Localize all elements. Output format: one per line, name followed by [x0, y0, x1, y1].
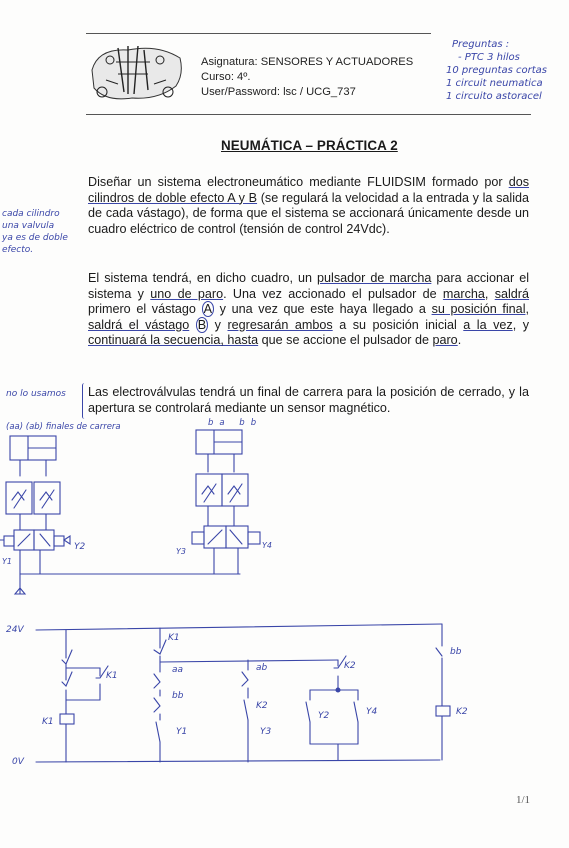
- handnote-line: - PTC 3 hilos: [458, 52, 520, 63]
- label-y1-coil: Y1: [176, 727, 188, 737]
- handnote-line: 10 preguntas cortas: [446, 65, 547, 76]
- circled-letter: A: [203, 302, 212, 317]
- handnote-no-lo-usamos: no lo usamos: [6, 389, 66, 399]
- text-run: . Una vez accionado el pulsador de: [223, 286, 443, 301]
- label-k2-contact: K2: [256, 701, 268, 711]
- label-ab: ab: [256, 663, 268, 673]
- text-run: (se regulará la velocidad a la entrada y la salida de cada vástago), de forma que el sistema se accionará únicamente desde un cuadro eléctrico de control (tensión de control 24Vdc).: [88, 190, 529, 236]
- label-k2-coil: K2: [456, 707, 468, 717]
- handnote-line: cada cilindro: [2, 209, 60, 219]
- label-aa: aa: [172, 665, 184, 675]
- underlined-text: dos cilindros de doble efecto A y B: [88, 175, 529, 205]
- handnote-line: 1 circuit neumatica: [446, 78, 543, 89]
- underlined-text: a la vez: [463, 317, 513, 332]
- underlined-text: saldrá: [494, 286, 530, 301]
- label-k1-coil: K1: [42, 717, 54, 727]
- text-run: ,: [525, 302, 529, 317]
- page-title: NEUMÁTICA – PRÁCTICA 2: [221, 138, 398, 153]
- underlined-text: saldrá el vástago: [88, 317, 190, 332]
- page-number: 1/1: [516, 794, 531, 806]
- text-run: , y: [512, 317, 530, 332]
- text-run: que se accione el pulsador de: [258, 333, 433, 348]
- handnote-ba-bb: ba bb: [208, 418, 263, 428]
- label-k1-contact: K1: [106, 671, 118, 681]
- text-run: ,: [484, 286, 495, 301]
- subject-line: Asignatura: SENSORES Y ACTUADORES: [201, 56, 414, 68]
- text-run: para accionar el sistema y: [88, 271, 530, 301]
- underlined-text: paro: [432, 333, 458, 348]
- text-run: y: [208, 317, 228, 332]
- credentials-line: User/Password: lsc / UCG_737: [201, 86, 356, 98]
- course-line: Curso: 4º.: [201, 71, 251, 83]
- label-k1-col2: K1: [168, 633, 180, 643]
- label-y4-coil: Y4: [366, 707, 378, 717]
- label-y4: Y4: [262, 541, 272, 550]
- handnote-line: 1 circuito astoracel: [446, 91, 542, 102]
- label-y3: Y3: [176, 547, 186, 556]
- underlined-text: continuará la secuencia, hasta: [88, 333, 259, 348]
- label-bb: bb: [172, 691, 184, 701]
- text-run: Las electroválvulas tendrá un final de carrera para la posición de cerrado, y la apertura se controlará mediante un sensor magnético.: [88, 385, 529, 415]
- text-run: primero el vástago: [88, 302, 202, 317]
- text-run: Diseñar un sistema electroneumático mediante FLUIDSIM formado por: [88, 175, 503, 189]
- underlined-text: su posición final: [431, 302, 526, 317]
- underlined-text: marcha: [442, 286, 485, 301]
- handnote-line: efecto.: [2, 245, 34, 255]
- underlined-text: regresarán ambos: [227, 317, 333, 332]
- cylinder-a: [0, 436, 240, 594]
- label-y1: Y1: [2, 557, 12, 566]
- electric-schematic: [36, 624, 450, 762]
- text-run: .: [457, 333, 462, 348]
- circled-letter: B: [197, 317, 207, 332]
- text-run: a su posición inicial: [332, 317, 464, 332]
- label-bb-col5: bb: [450, 647, 462, 657]
- label-0v: 0V: [12, 757, 24, 767]
- handnote-line: Preguntas :: [452, 39, 510, 50]
- text-run: El sistema tendrá, en dicho cuadro, un: [88, 271, 318, 285]
- handnote-line: una valvula: [2, 221, 55, 231]
- underlined-text: uno de paro: [150, 286, 224, 301]
- handnote-line: ya es de doble: [2, 233, 68, 243]
- underlined-text: pulsador de marcha: [317, 271, 432, 285]
- cylinder-b: [192, 430, 260, 574]
- label-y3-coil: Y3: [260, 727, 272, 737]
- label-y2-coil: Y2: [318, 711, 330, 721]
- label-24v: 24V: [6, 625, 24, 635]
- handnote-finales: (aa) (ab) finales de carrera: [6, 422, 121, 432]
- label-k2: K2: [344, 661, 356, 671]
- text-run: y una vez que este haya llegado a: [213, 302, 432, 317]
- label-y2: Y2: [74, 542, 86, 552]
